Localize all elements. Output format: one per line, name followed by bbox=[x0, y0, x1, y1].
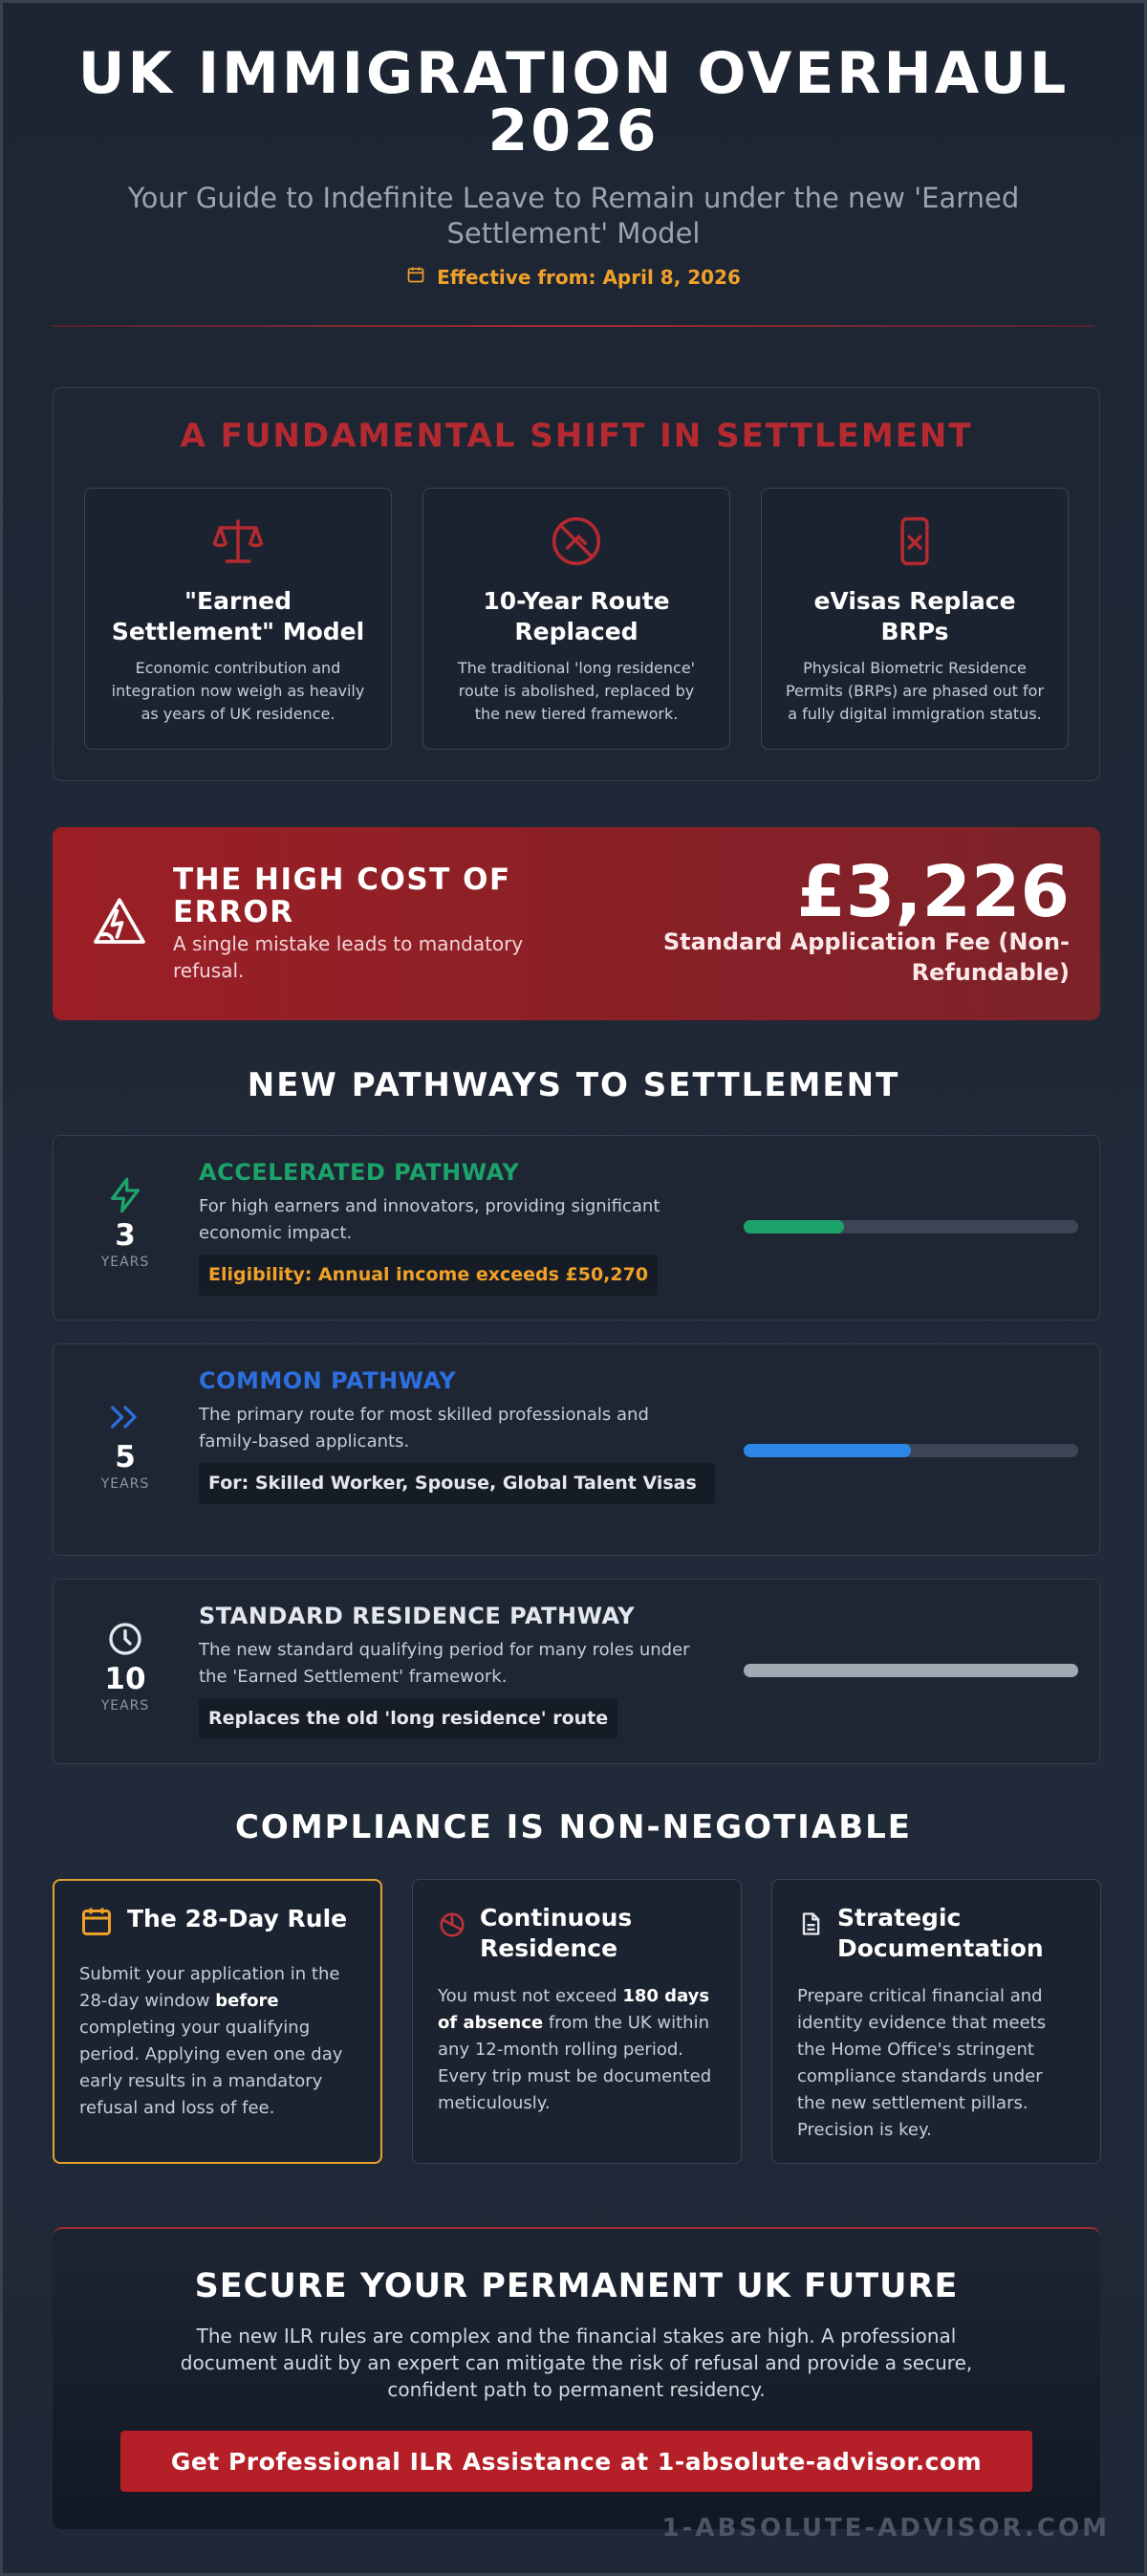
cost-subtitle: A single mistake leads to mandatory refusal. bbox=[173, 932, 524, 982]
shift-card-evisas bbox=[761, 488, 1069, 750]
compliance-card-strategic-documentation bbox=[771, 1879, 1101, 2164]
years-label: YEARS bbox=[100, 1476, 150, 1492]
duration-bar bbox=[744, 1444, 1078, 1457]
pathway-card-common bbox=[53, 1343, 1100, 1556]
pathway-title: ACCELERATED PATHWAY bbox=[199, 1159, 520, 1186]
shift-card-text: Physical Biometric Residence Permits (BRPs) are phased out for a fully digital immigration status. bbox=[785, 659, 1045, 723]
text-part: You must not exceed bbox=[438, 1986, 623, 2006]
years-label: YEARS bbox=[100, 1255, 150, 1270]
shift-card-text: The traditional 'long residence' route is abolished, replaced by the new tiered framework. bbox=[457, 659, 696, 723]
double-chevron-icon bbox=[73, 1398, 178, 1440]
page-subtitle: Your Guide to Indefinite Leave to Remain under the new 'Earned Settlement' Model bbox=[127, 182, 1020, 250]
pathway-description: The primary route for most skilled professionals and family-based applicants. bbox=[199, 1405, 649, 1452]
pathway-eligibility-tag: Replaces the old 'long residence' route bbox=[199, 1698, 617, 1739]
prohibited-route-icon bbox=[444, 512, 708, 571]
shift-card-10-year-route bbox=[422, 488, 730, 750]
shift-card-title: eVisas Replace BRPs bbox=[813, 587, 1016, 645]
pathway-eligibility-tag: Eligibility: Annual income exceeds £50,270 bbox=[199, 1255, 658, 1296]
globe-icon bbox=[438, 1910, 466, 1943]
pathway-description: The new standard qualifying period for many roles under the 'Earned Settlement' framework. bbox=[199, 1640, 690, 1687]
years-block bbox=[73, 1620, 178, 1714]
cta-section bbox=[53, 2227, 1100, 2529]
years-label: YEARS bbox=[100, 1698, 150, 1714]
pathway-title: COMMON PATHWAY bbox=[199, 1367, 457, 1394]
compliance-card-text: Prepare critical financial and identity evidence that meets the Home Office's stringent compliance standards under the new settlement pillars. Precision is key. bbox=[797, 1986, 1047, 2140]
compliance-card-continuous-residence bbox=[412, 1879, 742, 2164]
fundamental-shift-section bbox=[53, 387, 1100, 781]
compliance-title: COMPLIANCE IS NON-NEGOTIABLE bbox=[234, 1808, 913, 1846]
pathway-description: For high earners and innovators, providing significant economic impact. bbox=[199, 1196, 660, 1243]
cost-of-error-banner bbox=[53, 827, 1100, 1020]
pathway-eligibility-tag: For: Skilled Worker, Spouse, Global Talent Visas bbox=[199, 1463, 715, 1504]
pathways-title: NEW PATHWAYS TO SETTLEMENT bbox=[247, 1066, 900, 1104]
cancelled-card-icon bbox=[783, 512, 1047, 571]
cost-title: THE HIGH COST OF ERROR bbox=[173, 862, 511, 929]
title-line-2: 2026 bbox=[487, 98, 660, 164]
years-block bbox=[73, 1398, 178, 1492]
years-block bbox=[73, 1176, 178, 1270]
calendar-icon bbox=[79, 1904, 114, 1942]
effective-date-text: Effective from: April 8, 2026 bbox=[437, 265, 741, 289]
text-emphasis: 180 days of absence bbox=[438, 1986, 710, 2033]
title-line-1: UK IMMIGRATION OVERHAUL bbox=[77, 40, 1070, 107]
compliance-card-header bbox=[797, 1903, 1075, 1964]
shift-card-text: Economic contribution and integration now weigh as heavily as years of UK residence. bbox=[111, 659, 365, 723]
lightning-icon bbox=[73, 1176, 178, 1218]
text-part: from the UK within any 12-month rolling period. Every trip must be documented meticulously. bbox=[438, 2013, 712, 2113]
duration-bar bbox=[744, 1220, 1078, 1233]
document-icon bbox=[797, 1910, 824, 1941]
fee-label: Standard Application Fee (Non-Refundable) bbox=[662, 928, 1070, 986]
site-watermark: 1-ABSOLUTE-ADVISOR.COM bbox=[661, 2514, 1110, 2543]
pathway-title: STANDARD RESIDENCE PATHWAY bbox=[199, 1603, 636, 1629]
compliance-card-text bbox=[438, 1983, 716, 2117]
scales-icon bbox=[106, 512, 370, 571]
compliance-card-header bbox=[438, 1903, 716, 1964]
page-title bbox=[53, 40, 1094, 164]
shift-card-earned-settlement bbox=[84, 488, 392, 750]
compliance-card-28-day-rule bbox=[53, 1879, 382, 2164]
cta-text: The new ILR rules are complex and the financial stakes are high. A professional document audit by an expert can mitigate the risk of refusal and provide a secure, confident path to permanent residency. bbox=[180, 2325, 973, 2401]
pathway-card-standard bbox=[53, 1579, 1100, 1764]
shift-card-title: 10-Year Route Replaced bbox=[483, 587, 670, 645]
section-title: A FUNDAMENTAL SHIFT IN SETTLEMENT bbox=[180, 417, 973, 455]
get-assistance-button[interactable]: Get Professional ILR Assistance at 1-absolute-advisor.com bbox=[120, 2431, 1032, 2492]
cta-title: SECURE YOUR PERMANENT UK FUTURE bbox=[194, 2267, 959, 2305]
pathway-card-accelerated bbox=[53, 1135, 1100, 1321]
text-part: completing your qualifying period. Applying even one day early results in a mandatory refusal and loss of fee. bbox=[79, 2018, 343, 2118]
broken-warning-icon bbox=[91, 894, 148, 955]
fee-amount: £3,226 bbox=[796, 851, 1070, 933]
header bbox=[53, 40, 1094, 289]
calendar-icon bbox=[406, 265, 425, 289]
header-divider bbox=[53, 325, 1094, 327]
duration-bar-fill bbox=[744, 1664, 1078, 1677]
text-emphasis: before bbox=[215, 1991, 279, 2011]
effective-date bbox=[53, 265, 1094, 289]
compliance-card-title: Strategic Documentation bbox=[837, 1904, 1044, 1962]
compliance-card-text bbox=[79, 1961, 356, 2122]
compliance-card-title: The 28-Day Rule bbox=[127, 1905, 348, 1932]
duration-bar-fill bbox=[744, 1220, 844, 1233]
shift-card-title: "Earned Settlement" Model bbox=[111, 587, 365, 645]
duration-bar-fill bbox=[744, 1444, 911, 1457]
compliance-card-title: Continuous Residence bbox=[480, 1904, 633, 1962]
years-number: 5 bbox=[115, 1440, 136, 1474]
clock-icon bbox=[73, 1620, 178, 1662]
compliance-card-header bbox=[79, 1904, 356, 1942]
years-number: 3 bbox=[115, 1218, 136, 1253]
duration-bar bbox=[744, 1664, 1078, 1677]
years-number: 10 bbox=[104, 1662, 146, 1696]
text-part: Submit your application in the 28-day window bbox=[79, 1964, 340, 2011]
